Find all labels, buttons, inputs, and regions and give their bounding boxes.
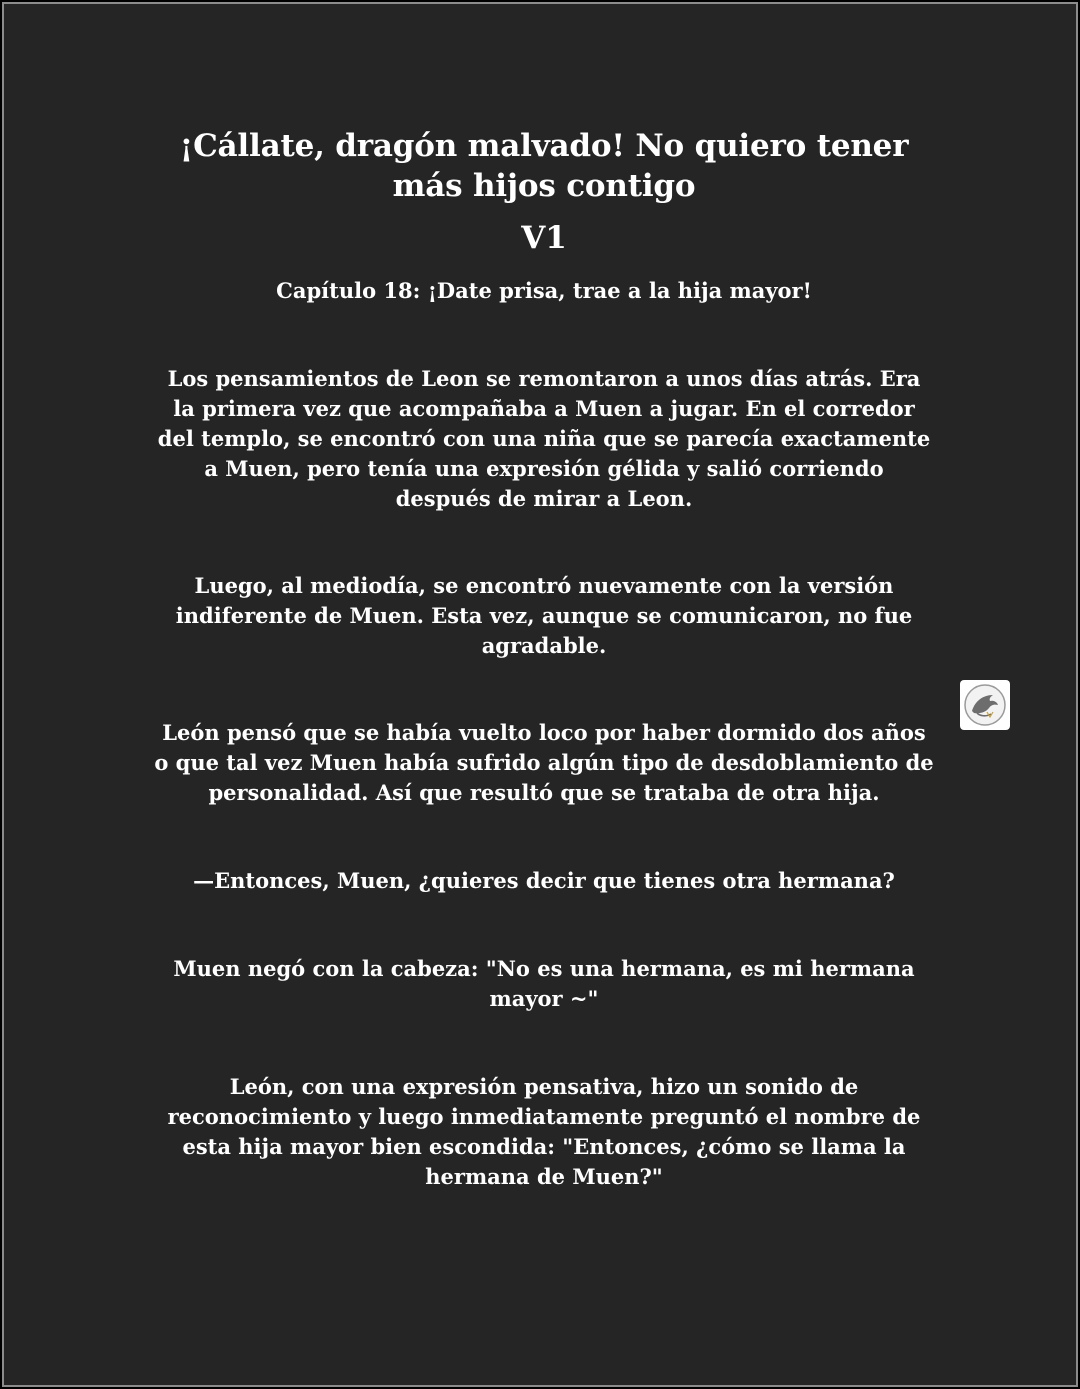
- chapter-content: [154, 126, 934, 1192]
- reader-page: [2, 2, 1078, 1387]
- paragraph: León pensó que se había vuelto loco por haber dormido dos años o que tal vez Muen había sufrido algún tipo de desdoblamiento de personalidad. Así que resultó que se trataba de otra hija.: [154, 720, 934, 805]
- chapter-title: Capítulo 18: ¡Date prisa, trae a la hija mayor!: [276, 278, 812, 303]
- paragraph: Los pensamientos de Leon se remontaron a unos días atrás. Era la primera vez que acompañaba a Muen a jugar. En el corredor del templo, se encontró con una niña que se parecía exactamente a Muen, pero tenía una expresión gélida y salió corriendo después de mirar a Leon.: [157, 366, 931, 511]
- volume-label: V1: [521, 220, 567, 256]
- paragraph: Muen negó con la cabeza: "No es una hermana, es mi hermana mayor ~": [173, 956, 915, 1011]
- floating-logo-button[interactable]: [960, 680, 1010, 730]
- paragraph: Luego, al mediodía, se encontró nuevamente con la versión indiferente de Muen. Esta vez, aunque se comunicaron, no fue agradable.: [175, 573, 913, 658]
- paragraph: León, con una expresión pensativa, hizo un sonido de reconocimiento y luego inmediatamente preguntó el nombre de esta hija mayor bien escondida: "Entonces, ¿cómo se llama la hermana de Muen?": [167, 1074, 921, 1189]
- paragraph: —Entonces, Muen, ¿quieres decir que tienes otra hermana?: [193, 868, 895, 893]
- novel-title: ¡Cállate, dragón malvado! No quiero tener más hijos contigo: [179, 128, 909, 204]
- dragon-logo-icon: [963, 683, 1007, 727]
